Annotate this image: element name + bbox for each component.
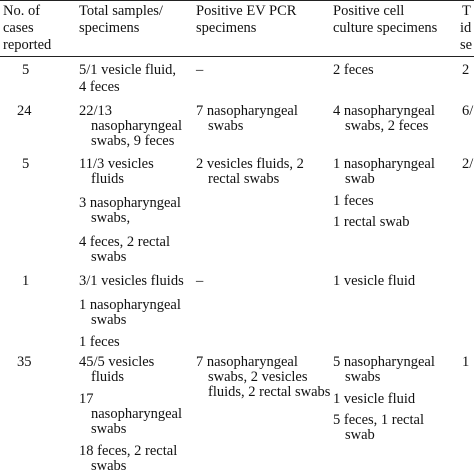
row-1-pcr: – — [196, 62, 204, 78]
row-3-cases: 5 — [22, 156, 30, 172]
row-4-total-line-1: 3/1 vesicles fluids — [79, 273, 184, 289]
row-2-pcr-line-1: 7 nasopharyngeal — [196, 103, 298, 119]
row-5-culture-line-3: 1 vesicle fluid — [333, 391, 416, 407]
row-5-cases: 35 — [17, 354, 32, 370]
row-4-cases: 1 — [22, 273, 30, 289]
header-cases-line-3: reported — [3, 37, 52, 53]
row-2-total-line-2: nasopharyngeal — [91, 118, 182, 134]
row-2-culture-line-2: swabs, 2 feces — [345, 118, 429, 134]
row-3-culture-line-1: 1 nasopharyngeal — [333, 156, 435, 172]
header-pcr-line-1: Positive EV PCR — [196, 3, 297, 19]
row-3-total-line-2: fluids — [91, 171, 125, 187]
row-2-total-line-1: 22/13 — [79, 103, 113, 119]
header-bottom-rule — [0, 56, 474, 57]
row-1-cases: 5 — [22, 62, 30, 78]
row-4-total-line-4: 1 feces — [79, 334, 120, 350]
row-5-total-line-1: 45/5 vesicles — [79, 354, 155, 370]
row-5-culture-line-5: swab — [345, 427, 375, 443]
row-2-total-line-3: swabs, 9 feces — [91, 133, 175, 149]
row-3-pcr-line-2: rectal swabs — [208, 171, 280, 187]
row-3-total-line-1: 11/3 vesicles — [79, 156, 154, 172]
row-5-culture-line-4: 5 feces, 1 rectal — [333, 412, 424, 428]
row-5-culture-line-2: swabs — [345, 369, 381, 385]
header-total-line-1: Total samples/ — [79, 3, 163, 19]
row-1-culture: 2 feces — [333, 62, 374, 78]
row-2-culture-line-1: 4 nasopharyngeal — [333, 103, 435, 119]
header-pcr-line-2: specimens — [196, 20, 257, 36]
row-3-culture-line-3: 1 feces — [333, 193, 374, 209]
row-5-culture-line-1: 5 nasopharyngeal — [333, 354, 435, 370]
row-5-total-line-7: swabs — [91, 458, 127, 474]
row-5-pcr-line-1: 7 nasopharyngeal — [196, 354, 298, 370]
row-4-total-line-3: swabs — [91, 312, 127, 328]
header-cases-line-2: cases — [3, 20, 34, 36]
row-1-total-line-2: 4 feces — [79, 79, 120, 95]
row-5-pcr-line-2: swabs, 2 vesicles — [208, 369, 308, 385]
row-3-total-line-3: 3 nasopharyngeal — [79, 195, 181, 211]
header-last-line-1: T — [462, 3, 471, 19]
row-5-last: 1 — [462, 354, 470, 370]
row-4-pcr: – — [196, 273, 204, 289]
row-3-last: 2/ — [462, 156, 474, 172]
row-3-culture-line-4: 1 rectal swab — [333, 214, 410, 230]
row-2-cases: 24 — [17, 103, 32, 119]
table-top-rule — [0, 0, 474, 1]
row-4-culture: 1 vesicle fluid — [333, 273, 416, 289]
header-total-line-2: specimens — [79, 20, 140, 36]
row-3-total-line-6: swabs — [91, 249, 127, 265]
row-4-total-line-2: 1 nasopharyngeal — [79, 297, 181, 313]
row-3-culture-line-2: swab — [345, 171, 375, 187]
row-5-total-line-3: 17 — [79, 391, 94, 407]
row-5-total-line-2: fluids — [91, 369, 125, 385]
header-last-line-2: id — [460, 20, 472, 36]
row-1-last: 2 — [462, 62, 470, 78]
row-5-total-line-6: 18 feces, 2 rectal — [79, 443, 178, 459]
header-last-line-3: se — [460, 37, 473, 53]
row-1-total-line-1: 5/1 vesicle fluid, — [79, 62, 177, 78]
row-2-pcr-line-2: swabs — [208, 118, 244, 134]
row-5-pcr-line-3: fluids, 2 rectal swabs — [208, 384, 331, 400]
header-cases-line-1: No. of — [3, 3, 41, 19]
row-3-total-line-5: 4 feces, 2 rectal — [79, 234, 170, 250]
row-3-pcr-line-1: 2 vesicles fluids, 2 — [196, 156, 304, 172]
row-5-total-line-5: swabs — [91, 421, 127, 437]
row-5-total-line-4: nasopharyngeal — [91, 406, 182, 422]
header-culture-line-1: Positive cell — [333, 3, 405, 19]
row-3-total-line-4: swabs, — [91, 210, 131, 226]
header-culture-line-2: culture specimens — [333, 20, 438, 36]
row-2-last: 6/ — [462, 103, 474, 119]
